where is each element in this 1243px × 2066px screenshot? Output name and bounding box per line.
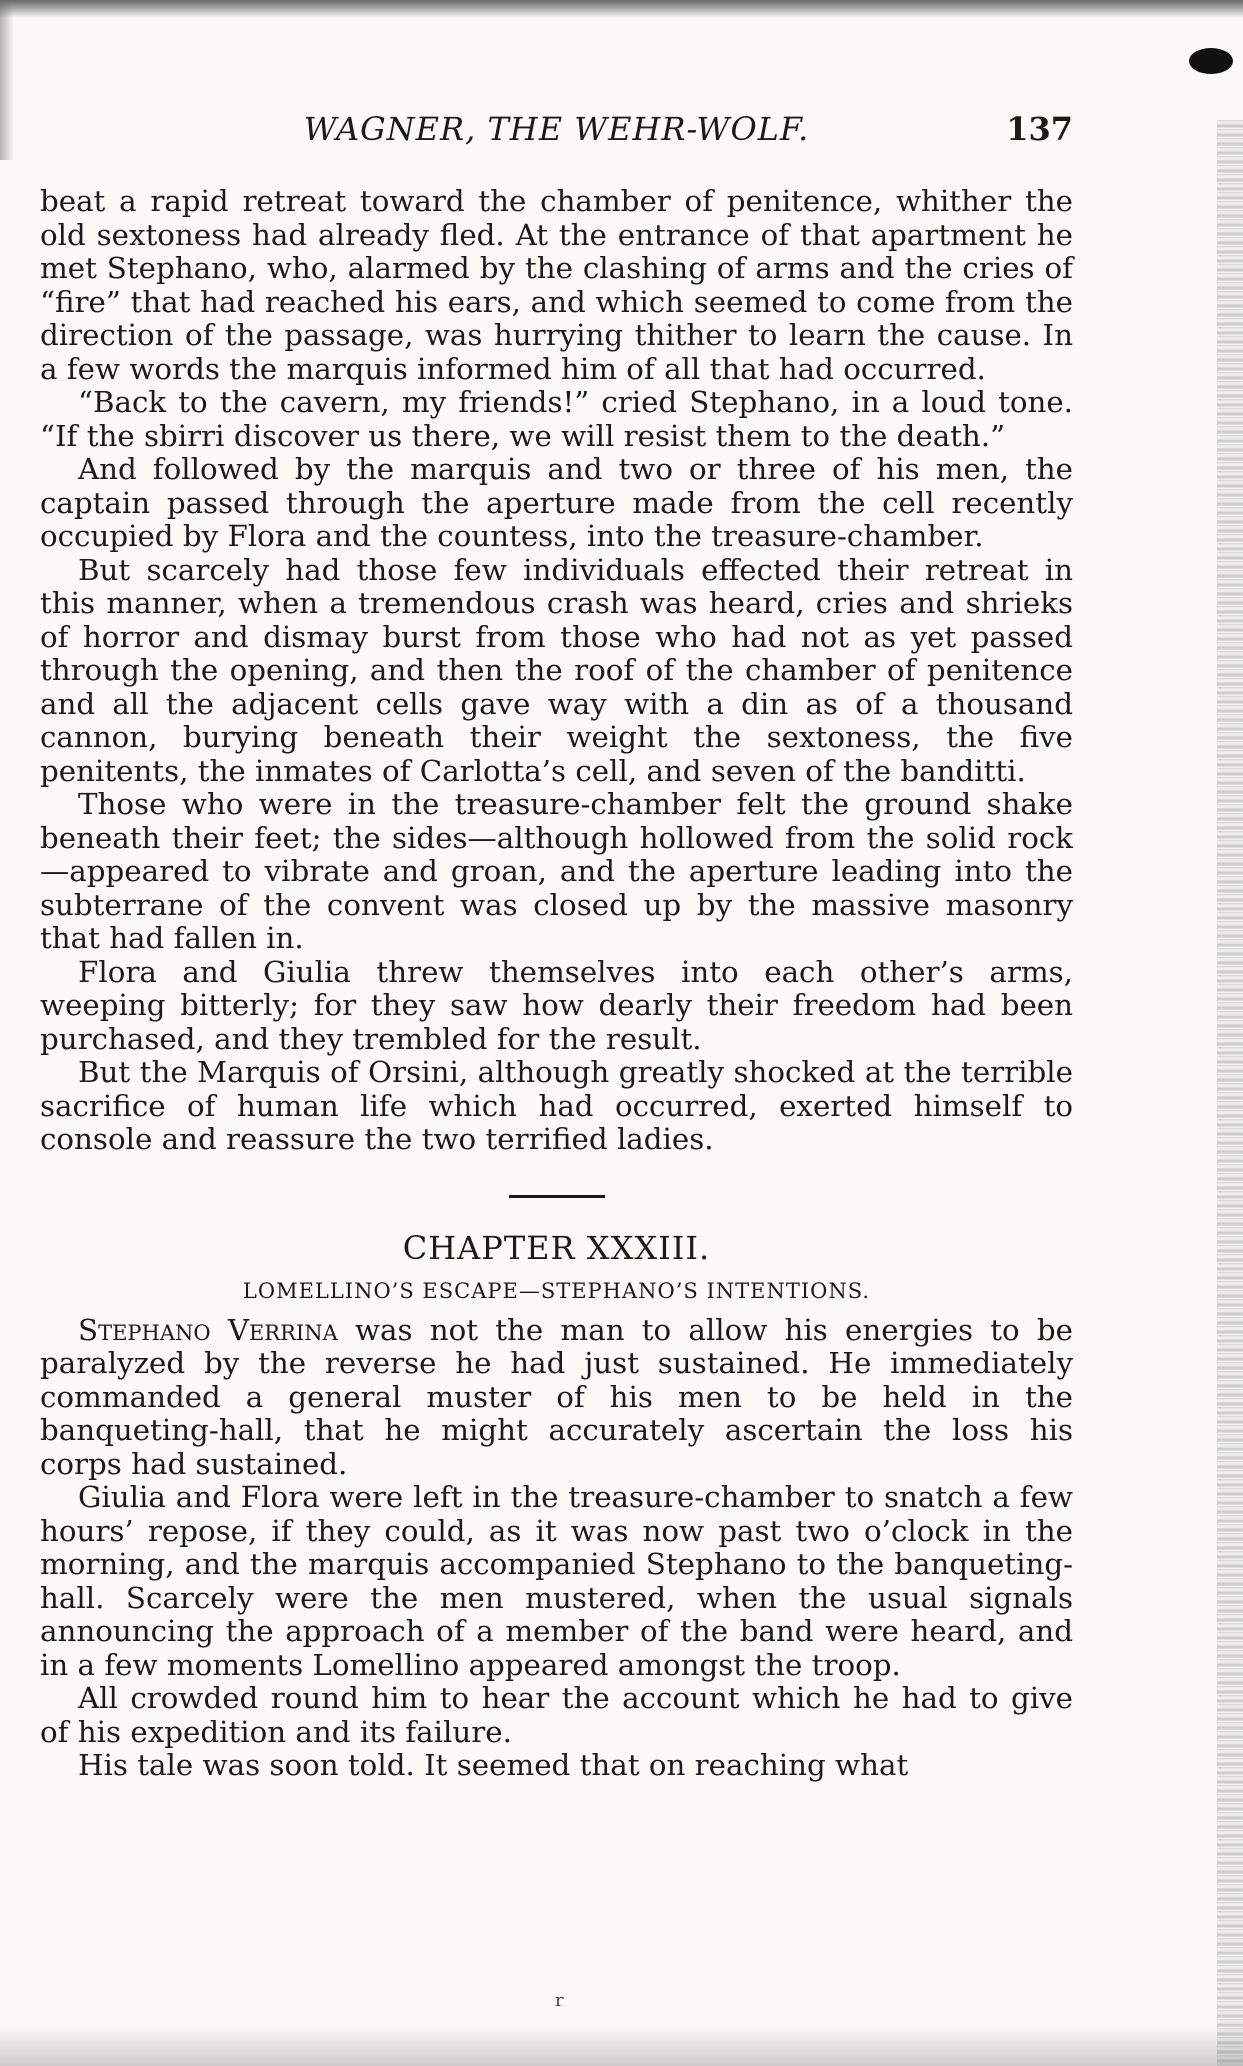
chapter-opening-paragraph (40, 1314, 1073, 1482)
paragraph: beat a rapid retreat toward the chamber of penitence, whither the old sextoness had already fled. At the entrance of that apartment he met Stephano, who, alarmed by the clashing of arms and the cries of “fire” that had reached his ears, and which seemed to come from the direction of the passage, was hurrying thither to learn the cause. In a few words the marquis informed him of all that had occurred. (40, 184, 1073, 386)
paragraph: Those who were in the treasure-chamber felt the ground shake beneath their feet; the sides—although hollowed from the solid rock—appeared to vibrate and groan, and the aperture leading into the subterrane of the convent was closed up by the massive masonry that had fallen in. (40, 787, 1073, 955)
running-title: WAGNER, THE WEHR-WOLF. (303, 110, 810, 148)
opening-name: Stephano Verrina (78, 1312, 338, 1347)
paragraph: All crowded round him to hear the account which he had to give of his expedition and its failure. (40, 1681, 1073, 1749)
paragraph: His tale was soon told. It seemed that on reaching what (78, 1748, 909, 1782)
paragraph: Giulia and Flora were left in the treasure-chamber to snatch a few hours’ repose, if they could, as it was now past two o’clock in the morning, and the marquis accompanied Stephano to the banqueting-hall. Scarcely were the men mustered, when the usual signals announcing the approach of a member of the band were heard, and in a few moments Lomellino appeared amongst the troop. (40, 1480, 1073, 1682)
paragraph: But scarcely had those few individuals effected their retreat in this manner, when a tremendous crash was heard, cries and shrieks of horror and dismay burst from those who had not as yet passed through the opening, and then the roof of the chamber of penitence and all the adjacent cells gave way with a din as of a thousand cannon, burying beneath their weight the sextoness, the five penitents, the inmates of Carlotta’s cell, and seven of the banditti. (40, 552, 1073, 788)
page-body (40, 185, 1073, 1783)
chapter-subtitle: LOMELLINO’S ESCAPE—STEPHANO’S INTENTIONS. (242, 1278, 871, 1303)
page-header (40, 110, 1073, 160)
scan-top-edge (0, 0, 1243, 18)
paragraph: “Back to the cavern, my friends!” cried Stephano, in a loud tone. “If the sbirri discover us there, we will resist them to the death.” (40, 385, 1073, 453)
page-number: 137 (1006, 110, 1073, 148)
chapter-title: CHAPTER XXXIII. (402, 1228, 711, 1267)
paragraph: And followed by the marquis and two or three of his men, the captain passed through the aperture made from the cell recently occupied by Flora and the countess, into the treasure-chamber. (40, 452, 1073, 553)
paragraph: But the Marquis of Orsini, although greatly shocked at the terrible sacrifice of human life which had occurred, exerted himself to console and reassure the two terrified ladies. (40, 1055, 1073, 1156)
opening-text: was not the man to allow his energies to be paralyzed by the reverse he had just sustained. He immediately commanded a general muster of his men to be held in the banqueting-hall, that he might accurately ascertain the loss his corps had sustained. (40, 1312, 1073, 1481)
paragraph: Flora and Giulia threw themselves into each other’s arms, weeping bitterly; for they saw how dearly their freedom had been purchased, and they trembled for the result. (40, 954, 1073, 1056)
scan-bottom-edge (0, 2026, 1243, 2066)
ink-blot (1189, 48, 1233, 74)
section-divider (509, 1195, 605, 1198)
scan-right-edge (1217, 120, 1243, 2066)
scan-left-edge (0, 0, 14, 160)
printer-mark: r (555, 1990, 564, 2011)
